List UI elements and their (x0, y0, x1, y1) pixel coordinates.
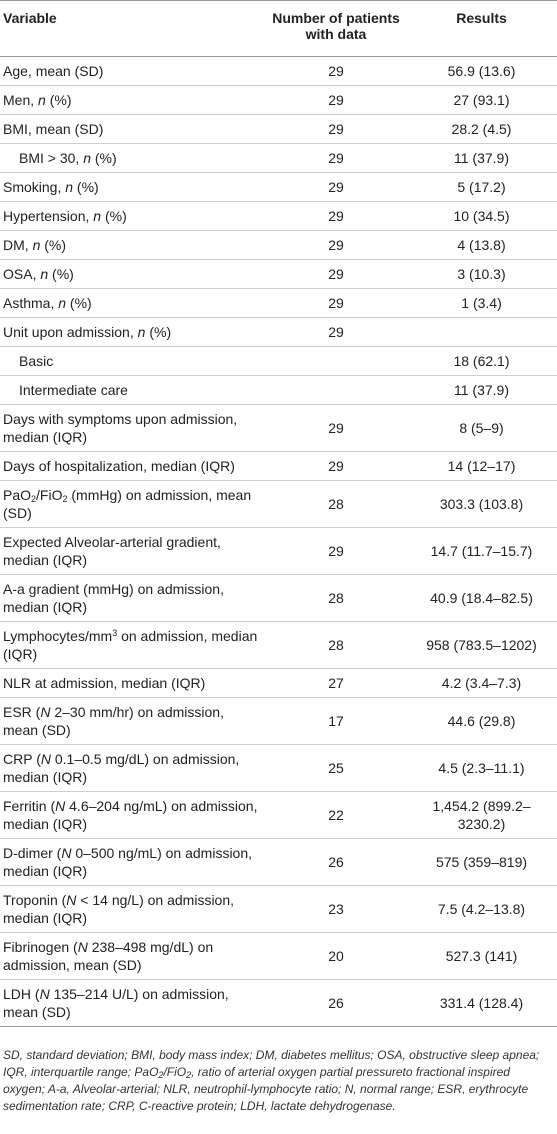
header-variable: Variable (0, 1, 266, 57)
table-row (0, 698, 557, 745)
variable-cell: Troponin (N < 14 ng/L) on admission, median (IQR) (0, 886, 266, 933)
patients-cell: 28 (266, 622, 406, 669)
variable-cell: CRP (N 0.1–0.5 mg/dL) on admission, median (IQR) (0, 745, 266, 792)
result-cell: 1 (3.4) (406, 289, 557, 318)
table-row (0, 839, 557, 886)
variable-cell: LDH (N 135–214 U/L) on admission, mean (SD) (0, 980, 266, 1027)
table-row (0, 886, 557, 933)
result-cell: 14 (12–17) (406, 452, 557, 481)
result-cell: 4.2 (3.4–7.3) (406, 669, 557, 698)
variable-label: Basic (19, 353, 54, 369)
header-patients-line1: Number of patients (272, 10, 400, 26)
patients-cell: 26 (266, 980, 406, 1027)
result-cell: 575 (359–819) (406, 839, 557, 886)
result-cell: 56.9 (13.6) (406, 57, 557, 86)
result-cell: 303.3 (103.8) (406, 481, 557, 528)
table-row (0, 745, 557, 792)
result-cell: 527.3 (141) (406, 933, 557, 980)
variable-cell: A-a gradient (mmHg) on admission, median (IQR) (0, 575, 266, 622)
variable-cell: Age, mean (SD) (0, 57, 266, 86)
variable-cell: Lymphocytes/$mm^3$ on admission, median (IQR) (0, 622, 266, 669)
patients-cell: 20 (266, 933, 406, 980)
variable-cell: Unit upon admission, n (%) (0, 318, 266, 347)
table-row (0, 260, 557, 289)
variable-label: BMI > 30, n (%) (19, 150, 117, 166)
table-footnote: SD, standard deviation; BMI, body mass index; DM, diabetes mellitus; OSA, obstructive sleep apnea; IQR, interquartile range; PaO$_2$/FiO$_2$, ratio of arterial oxygen partial pressureto fractional inspired oxygen; A-a, Alveolar-arterial; NLR, neutrophil-lymphocyte ratio; N, normal range; ESR, erythrocyte sedimentation rate; CRP, C-reactive protein; LDH, lactate dehydrogenase. (3, 1048, 540, 1113)
patients-cell: 29 (266, 452, 406, 481)
table-row (0, 173, 557, 202)
header-patients-line2: with data (305, 26, 367, 42)
result-cell: 14.7 (11.7–15.7) (406, 528, 557, 575)
table-body (0, 57, 557, 1027)
variable-cell: Asthma, n (%) (0, 289, 266, 318)
patients-cell: 29 (266, 173, 406, 202)
result-cell: 8 (5–9) (406, 405, 557, 452)
result-cell: 7.5 (4.2–13.8) (406, 886, 557, 933)
variable-cell: Hypertension, n (%) (0, 202, 266, 231)
patients-cell (266, 376, 406, 405)
patients-cell: 29 (266, 231, 406, 260)
variable-cell (0, 347, 266, 376)
patients-cell: 17 (266, 698, 406, 745)
table-row (0, 980, 557, 1027)
result-cell: 5 (17.2) (406, 173, 557, 202)
header-results: Results (406, 1, 557, 57)
patients-cell: 29 (266, 405, 406, 452)
result-cell: 4.5 (2.3–11.1) (406, 745, 557, 792)
table-row (0, 144, 557, 173)
table-row (0, 622, 557, 669)
variable-cell: Days of hospitalization, median (IQR) (0, 452, 266, 481)
patients-cell: 26 (266, 839, 406, 886)
patients-cell: 29 (266, 528, 406, 575)
variable-label: Intermediate care (19, 382, 128, 398)
patients-cell: 29 (266, 318, 406, 347)
result-cell: 3 (10.3) (406, 260, 557, 289)
table-row (0, 792, 557, 839)
patients-cell: 29 (266, 289, 406, 318)
variable-cell: D-dimer (N 0–500 ng/mL) on admission, median (IQR) (0, 839, 266, 886)
variable-cell: OSA, n (%) (0, 260, 266, 289)
result-cell: 11 (37.9) (406, 144, 557, 173)
variable-cell: PaO$_2$/FiO$_2$ (mmHg) on admission, mean (SD) (0, 481, 266, 528)
result-cell: 44.6 (29.8) (406, 698, 557, 745)
patients-cell: 29 (266, 202, 406, 231)
table-row (0, 933, 557, 980)
result-cell: 40.9 (18.4–82.5) (406, 575, 557, 622)
table-row (0, 231, 557, 260)
result-cell: 28.2 (4.5) (406, 115, 557, 144)
table-row (0, 376, 557, 405)
variable-cell: Fibrinogen (N 238–498 mg/dL) on admission, mean (SD) (0, 933, 266, 980)
variable-cell: ESR (N 2–30 mm/hr) on admission, mean (SD) (0, 698, 266, 745)
table-row (0, 452, 557, 481)
result-cell: 27 (93.1) (406, 86, 557, 115)
variable-cell: Smoking, n (%) (0, 173, 266, 202)
variable-cell (0, 144, 266, 173)
patients-cell: 29 (266, 115, 406, 144)
table-row (0, 575, 557, 622)
variable-cell: Men, n (%) (0, 86, 266, 115)
result-cell: 10 (34.5) (406, 202, 557, 231)
patients-cell: 29 (266, 86, 406, 115)
variable-cell: Ferritin (N 4.6–204 ng/mL) on admission, median (IQR) (0, 792, 266, 839)
table-row (0, 528, 557, 575)
result-cell: 331.4 (128.4) (406, 980, 557, 1027)
patients-cell: 29 (266, 57, 406, 86)
patients-cell (266, 347, 406, 376)
result-cell: 18 (62.1) (406, 347, 557, 376)
variable-cell: BMI, mean (SD) (0, 115, 266, 144)
patients-cell: 28 (266, 575, 406, 622)
patients-cell: 28 (266, 481, 406, 528)
table-row (0, 347, 557, 376)
table-row (0, 115, 557, 144)
result-cell: 958 (783.5–1202) (406, 622, 557, 669)
patients-cell: 29 (266, 144, 406, 173)
variable-cell: Expected Alveolar-arterial gradient, median (IQR) (0, 528, 266, 575)
variable-cell: Days with symptoms upon admission, median (IQR) (0, 405, 266, 452)
table-row (0, 405, 557, 452)
result-cell: 4 (13.8) (406, 231, 557, 260)
patients-cell: 25 (266, 745, 406, 792)
table-row (0, 57, 557, 86)
table-row (0, 202, 557, 231)
result-cell: 1,454.2 (899.2–3230.2) (406, 792, 557, 839)
table-row (0, 318, 557, 347)
result-cell (406, 318, 557, 347)
table-row (0, 86, 557, 115)
table-row (0, 289, 557, 318)
table-row (0, 481, 557, 528)
variable-cell: DM, n (%) (0, 231, 266, 260)
patients-cell: 29 (266, 260, 406, 289)
patients-cell: 23 (266, 886, 406, 933)
result-cell: 11 (37.9) (406, 376, 557, 405)
patients-cell: 22 (266, 792, 406, 839)
patients-cell: 27 (266, 669, 406, 698)
header-patients (266, 1, 406, 57)
table-row (0, 669, 557, 698)
variable-cell (0, 376, 266, 405)
table-header (0, 1, 557, 57)
variable-cell: NLR at admission, median (IQR) (0, 669, 266, 698)
